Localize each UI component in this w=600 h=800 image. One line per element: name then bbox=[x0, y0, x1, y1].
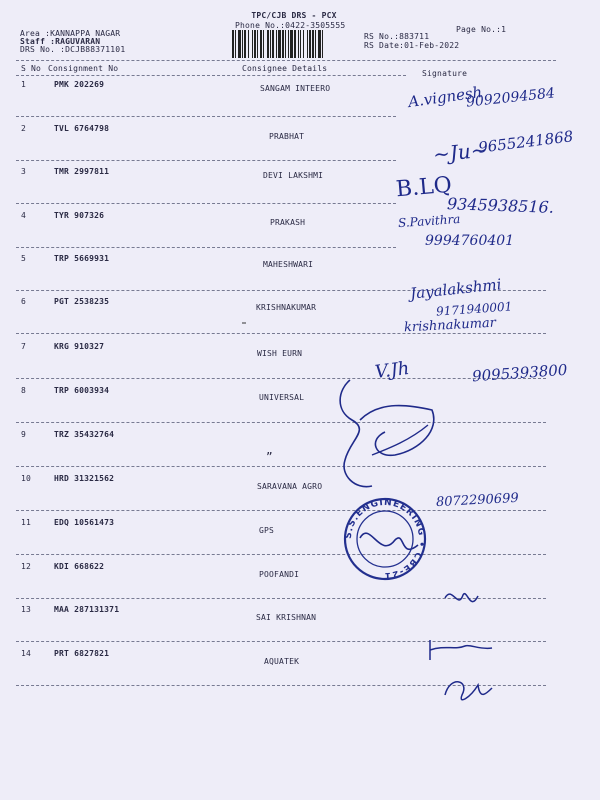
row-serial-number: 11 bbox=[21, 518, 32, 527]
row-serial-number: 6 bbox=[21, 297, 27, 306]
staff-label: Staff :RAGUVARAN bbox=[20, 37, 101, 46]
row-consignee-name: PRAKASH bbox=[270, 218, 306, 227]
row-consignee-name: MAHESHWARI bbox=[263, 260, 314, 269]
row-consignee-name: DEVI LAKSHMI bbox=[263, 171, 324, 180]
row-consignment-number: PRT 6827821 bbox=[54, 649, 110, 658]
signature-row4-name: S.Pavithra bbox=[397, 211, 461, 231]
row-consignee-name: WISH EURN bbox=[257, 349, 303, 358]
rs-number: RS No.:883711 bbox=[364, 32, 430, 41]
row-consignee-name: UNIVERSAL bbox=[259, 393, 305, 402]
row-consignee-name: SANGAM INTEERO bbox=[260, 84, 331, 93]
signature-row6-phone: 9171940001 bbox=[435, 299, 513, 319]
company-stamp bbox=[342, 496, 428, 582]
row-serial-number: 3 bbox=[21, 167, 27, 176]
row-consignee-name: PRABHAT bbox=[269, 132, 305, 141]
row-serial-number: 10 bbox=[21, 474, 32, 483]
page-number: Page No.:1 bbox=[456, 25, 507, 34]
row-serial-number: 8 bbox=[21, 386, 27, 395]
row-consignment-number: TRP 5669931 bbox=[54, 254, 110, 263]
row-serial-number: 1 bbox=[21, 80, 27, 89]
col-signature: Signature bbox=[422, 69, 468, 78]
signature-row7-phone: 9095393800 bbox=[471, 360, 568, 386]
phone-number: Phone No.:0422-3505555 bbox=[235, 21, 346, 30]
row-serial-number: 14 bbox=[21, 649, 32, 658]
row-consignment-number: KDI 668622 bbox=[54, 562, 105, 571]
row-consignment-number: TMR 2997811 bbox=[54, 167, 110, 176]
signature-row7-scribble: V.Jh bbox=[373, 357, 411, 384]
row-consignment-number: KRG 910327 bbox=[54, 342, 105, 351]
row-consignee-name: SAI KRISHNAN bbox=[256, 613, 317, 622]
signature-row4-phone: 9994760401 bbox=[425, 233, 515, 249]
row-consignment-number: TRP 6003934 bbox=[54, 386, 110, 395]
signature-row10-phone: 8072290699 bbox=[435, 490, 520, 511]
row-consignee-name: GPS bbox=[259, 526, 275, 535]
drs-number: DRS No. :DCJB88371101 bbox=[20, 45, 126, 54]
col-consignee: Consignee Details bbox=[242, 64, 328, 73]
row-consignment-number: TVL 6764798 bbox=[54, 124, 110, 133]
row-serial-number: 2 bbox=[21, 124, 27, 133]
signature-row2-phone: 9655241868 bbox=[477, 127, 575, 157]
row-consignment-number: PMK 202269 bbox=[54, 80, 105, 89]
row-consignment-number: MAA 287131371 bbox=[54, 605, 120, 614]
row-consignment-number: PGT 2538235 bbox=[54, 297, 110, 306]
signature-row6-name2: krishnakumar bbox=[403, 315, 497, 336]
stamp-text: S.S.ENGINEERING • CBE-21 bbox=[343, 497, 427, 581]
row-consignment-number: TYR 907326 bbox=[54, 211, 105, 220]
row-consignment-number: EDQ 10561473 bbox=[54, 518, 115, 527]
row-consignee-name: KRISHNAKUMAR bbox=[256, 303, 317, 312]
signature-row3-name: B.LQ bbox=[395, 172, 453, 203]
row-serial-number: 12 bbox=[21, 562, 32, 571]
sheet-title: TPC/CJB DRS - PCX bbox=[251, 11, 337, 20]
row-consignee-name: POOFANDI bbox=[259, 570, 300, 579]
col-consignment: Consignment No bbox=[48, 64, 119, 73]
row-consignment-number: TRZ 35432764 bbox=[54, 430, 115, 439]
signature-row2-scribble: ~Ju~ bbox=[431, 137, 489, 167]
row-serial-number: 13 bbox=[21, 605, 32, 614]
rs-date: RS Date:01-Feb-2022 bbox=[364, 41, 460, 50]
row-serial-number: 5 bbox=[21, 254, 27, 263]
signature-row1-name: A.vignesh bbox=[407, 82, 484, 112]
col-sno: S No bbox=[21, 64, 42, 73]
signature-row3-phone: 9345938516. bbox=[446, 194, 555, 217]
row9-mark: ” bbox=[266, 450, 273, 463]
row-consignee-name: AQUATEK bbox=[264, 657, 300, 666]
row-consignment-number: HRD 31321562 bbox=[54, 474, 115, 483]
area-label: Area :KANNAPPA NAGAR bbox=[20, 29, 121, 38]
signature-row1-phone: 9092094584 bbox=[465, 85, 556, 111]
row-serial-number: 7 bbox=[21, 342, 27, 351]
signature-row6-name: Jayalakshmi bbox=[409, 275, 503, 303]
row-consignee-name: SARAVANA AGRO bbox=[257, 482, 323, 491]
row-serial-number: 4 bbox=[21, 211, 27, 220]
row-serial-number: 9 bbox=[21, 430, 27, 439]
